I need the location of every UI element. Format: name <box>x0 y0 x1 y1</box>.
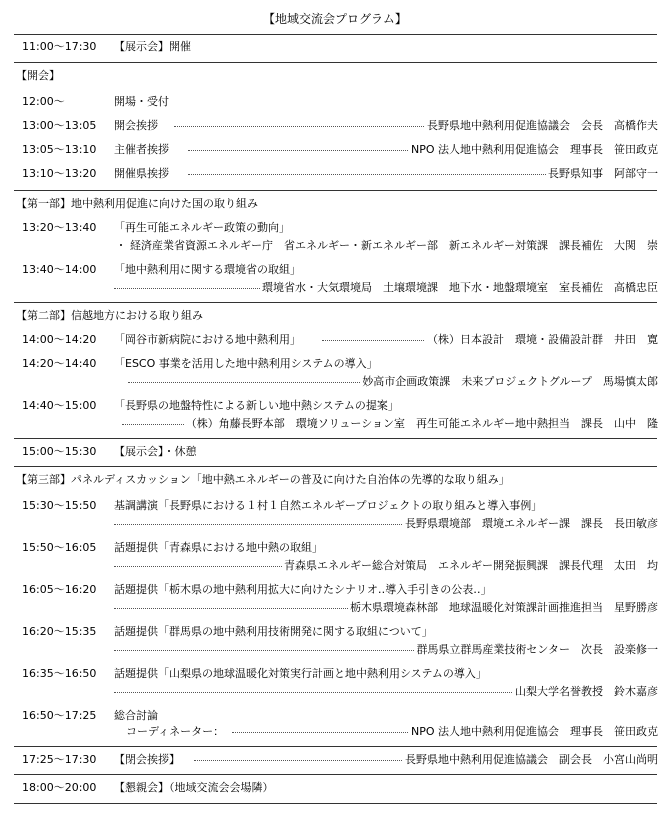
time-label: 16:50〜17:25 <box>22 709 97 722</box>
speaker-label: 長野県地中熱利用促進協議会 会長 高橋作夫 <box>427 119 658 132</box>
time-label: 13:20〜13:40 <box>22 221 97 234</box>
exhibit-row <box>22 39 658 55</box>
time-label: 13:10〜13:20 <box>22 167 97 180</box>
event-label: 話題提供「山梨県の地球温暖化対策実行計画と地中熱利用システムの導入」 <box>114 667 487 680</box>
schedule-row <box>22 356 658 372</box>
speaker-row <box>22 238 658 254</box>
divider <box>14 438 657 439</box>
speaker-label: 群馬県立群馬産業技術センター 次長 設楽修一 <box>416 643 658 656</box>
speaker-label: （株）角藤長野本部 環境ソリューション室 再生可能エネルギー地中熱担当 課長 山中 隆 <box>185 417 658 430</box>
event-label: 基調講演「長野県における１村１自然エネルギープロジェクトの取り組みと導入事例」 <box>114 499 543 512</box>
party-row <box>22 780 658 796</box>
event-label: 【閉会挨拶】 <box>114 753 180 766</box>
event-label: 「地中熱利用に関する環境省の取組」 <box>114 263 301 276</box>
time-label: 13:40〜14:00 <box>22 263 97 276</box>
speaker-label: NPO 法人地中熱利用促進協会 理事長 笹田政克 <box>410 143 658 156</box>
speaker-label: 青森県エネルギー総合対策局 エネルギー開発振興課 課長代理 太田 均 <box>284 559 658 572</box>
section-heading-opening: 【開会】 <box>16 69 60 82</box>
schedule-row <box>22 708 658 724</box>
time-label: 15:50〜16:05 <box>22 541 97 554</box>
coordinator-label: コーディネーター： <box>126 725 225 738</box>
speaker-label: 長野県環境部 環境エネルギー課 課長 長田敏彦 <box>405 517 658 530</box>
divider <box>14 466 657 467</box>
schedule-row <box>22 398 658 414</box>
speaker-label: （株）日本設計 環境・設備設計群 井田 寛 <box>427 333 658 346</box>
schedule-row <box>22 624 658 640</box>
time-label: 16:35〜16:50 <box>22 667 97 680</box>
event-label: 開場・受付 <box>114 95 169 108</box>
schedule-row <box>22 94 658 110</box>
speaker-label: 環境省水・大気環境局 土壌環境課 地下水・地盤環境室 室長補佐 高橋忠臣 <box>262 281 658 294</box>
speaker-label: 山梨大学名誉教授 鈴木嘉彦 <box>515 685 658 698</box>
time-label: 13:00〜13:05 <box>22 119 97 132</box>
schedule-row <box>22 332 658 348</box>
schedule-row <box>22 118 658 134</box>
divider <box>14 746 657 747</box>
event-label: 【展示会】開催 <box>114 40 191 53</box>
event-label: 主催者挨拶 <box>114 143 169 156</box>
event-label: 「長野県の地盤特性による新しい地中熱システムの提案」 <box>114 399 399 412</box>
speaker-label: ・ 経済産業省資源エネルギー庁 省エネルギー・新エネルギー部 新エネルギー対策課 課長補佐 大関 崇 <box>115 239 658 252</box>
speaker-row <box>22 374 658 390</box>
event-label: 【懇親会】（地域交流会会場隣） <box>114 781 274 794</box>
event-label: 話題提供「栃木県の地中熱利用拡大に向けたシナリオ‥導入手引きの公表‥」 <box>114 583 492 596</box>
page-title: 【地域交流会プログラム】 <box>263 12 407 26</box>
speaker-row <box>22 724 658 740</box>
schedule-row <box>22 540 658 556</box>
closing-row <box>22 752 658 768</box>
speaker-row <box>22 416 658 432</box>
divider <box>14 190 657 191</box>
event-label: 【展示会】・休憩 <box>114 445 197 458</box>
speaker-label: NPO 法人地中熱利用促進協会 理事長 笹田政克 <box>410 725 658 738</box>
time-label: 12:00〜 <box>22 95 65 108</box>
speaker-label: 栃木県環境森林部 地球温暖化対策課計画推進担当 星野勝彦 <box>350 601 658 614</box>
time-label: 15:30〜15:50 <box>22 499 97 512</box>
schedule-row <box>22 582 658 598</box>
section-heading-part2: 【第二部】信越地方における取り組み <box>16 309 203 322</box>
section-heading-part3: 【第三部】パネルディスカッション「地中熱エネルギーの普及に向けた自治体の先導的な取り組み」 <box>16 473 510 486</box>
divider <box>14 34 657 35</box>
speaker-row <box>22 516 658 532</box>
event-label: 総合討論 <box>114 709 158 722</box>
time-label: 11:00〜17:30 <box>22 40 97 53</box>
event-label: 「再生可能エネルギー政策の動向」 <box>114 221 290 234</box>
time-label: 14:20〜14:40 <box>22 357 97 370</box>
time-label: 16:05〜16:20 <box>22 583 97 596</box>
schedule-row <box>22 666 658 682</box>
speaker-row <box>22 684 658 700</box>
event-label: 話題提供「群馬県の地中熱利用技術開発に関する取組について」 <box>114 625 433 638</box>
time-label: 13:05〜13:10 <box>22 143 97 156</box>
speaker-label: 長野県知事 阿部守一 <box>548 167 658 180</box>
time-label: 15:00〜15:30 <box>22 445 97 458</box>
schedule-row <box>22 262 658 278</box>
time-label: 14:00〜14:20 <box>22 333 97 346</box>
schedule-row <box>22 220 658 236</box>
divider <box>14 774 657 775</box>
schedule-row <box>22 166 658 182</box>
time-label: 14:40〜15:00 <box>22 399 97 412</box>
section-heading-part1: 【第一部】地中熱利用促進に向けた国の取り組み <box>16 197 258 210</box>
divider <box>14 302 657 303</box>
schedule-row <box>22 142 658 158</box>
speaker-row <box>22 600 658 616</box>
speaker-label: 長野県地中熱利用促進協議会 副会長 小宮山尚明 <box>405 753 658 766</box>
speaker-row <box>22 642 658 658</box>
speaker-row <box>22 280 658 296</box>
time-label: 17:25〜17:30 <box>22 753 97 766</box>
speaker-label: 妙高市企画政策課 未来プロジェクトグループ 馬場慎太郎 <box>362 375 658 388</box>
divider <box>14 803 657 804</box>
event-label: 開催県挨拶 <box>114 167 169 180</box>
schedule-row <box>22 498 658 514</box>
event-label: 「ESCO 事業を活用した地中熱利用システムの導入」 <box>114 357 378 370</box>
time-label: 18:00〜20:00 <box>22 781 97 794</box>
event-label: 開会挨拶 <box>114 119 158 132</box>
event-label: 「岡谷市新病院における地中熱利用」 <box>114 333 301 346</box>
event-label: 話題提供「青森県における地中熱の取組」 <box>114 541 323 554</box>
time-label: 16:20〜15:35 <box>22 625 97 638</box>
divider <box>14 62 657 63</box>
speaker-row <box>22 558 658 574</box>
break-row <box>22 444 658 460</box>
